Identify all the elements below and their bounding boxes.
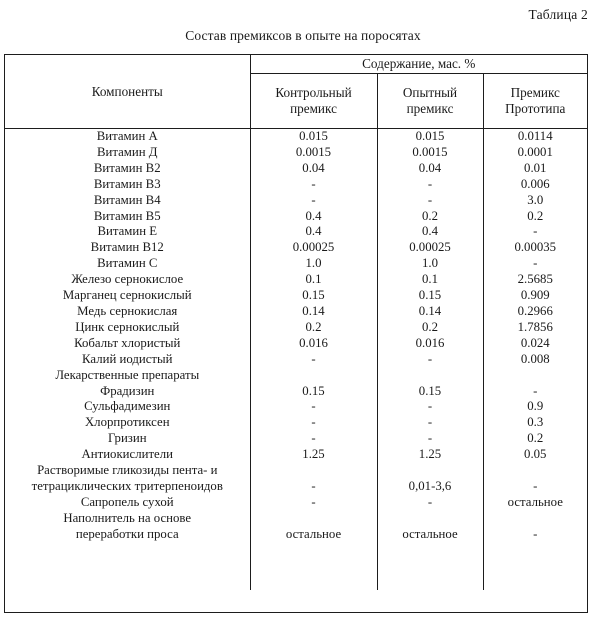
cell-component-name: [5, 463, 250, 495]
cell-control-premix-value: 0.15: [250, 288, 377, 304]
cell-experimental-premix-value: 1.25: [377, 447, 483, 463]
component-line-1: Витамин В2: [93, 160, 161, 175]
cell-experimental-premix-value: 0.15: [377, 288, 483, 304]
cell-experimental-premix-value: 0.14: [377, 304, 483, 320]
component-line-1: Витамин В4: [93, 192, 161, 207]
cell-control-premix-value: 0.00025: [250, 240, 377, 256]
cell-prototype-premix-value: -: [483, 463, 587, 495]
component-line-1: Витамин В5: [93, 208, 161, 223]
table-blank-space: [5, 543, 587, 590]
component-line-1: Медь сернокислая: [77, 303, 178, 318]
blank-cell: [250, 543, 377, 590]
table-row: [5, 288, 587, 304]
cell-prototype-premix-value: 0.0001: [483, 145, 587, 161]
cell-component-name: [5, 177, 250, 193]
cell-control-premix-value: 0.016: [250, 336, 377, 352]
column-header-components: Компоненты: [5, 55, 250, 129]
component-line-1: Витамин В3: [93, 176, 161, 191]
blank-cell: [483, 543, 587, 590]
component-line-1: Антиокислители: [81, 447, 173, 462]
cell-component-name: [5, 145, 250, 161]
cell-control-premix-value: -: [250, 431, 377, 447]
cell-control-premix-value: -: [250, 177, 377, 193]
cell-component-name: [5, 352, 250, 368]
control-premix-line2: премикс: [290, 101, 337, 116]
table-number-label: Таблица 2: [528, 7, 588, 22]
cell-experimental-premix-value: -: [377, 352, 483, 368]
component-line-1: Витамин В12: [90, 240, 164, 255]
table-row: [5, 511, 587, 543]
component-line-2: тетрациклических тритерпеноидов: [31, 478, 223, 493]
column-header-prototype-premix: [483, 74, 587, 129]
cell-experimental-premix-value: -: [377, 431, 483, 447]
cell-experimental-premix-value: 0,01-3,6: [377, 463, 483, 495]
cell-component-name: [5, 320, 250, 336]
cell-component-name: [5, 161, 250, 177]
cell-control-premix-value: 0.4: [250, 224, 377, 240]
cell-component-name: [5, 224, 250, 240]
cell-control-premix-value: 1.25: [250, 447, 377, 463]
cell-component-name: [5, 511, 250, 543]
table-row: [5, 368, 587, 384]
cell-prototype-premix-value: 0.00035: [483, 240, 587, 256]
table-body: [5, 129, 587, 590]
cell-prototype-premix-value: 0.9: [483, 399, 587, 415]
cell-control-premix-value: 0.4: [250, 209, 377, 225]
cell-control-premix-value: 1.0: [250, 256, 377, 272]
cell-control-premix-value: -: [250, 495, 377, 511]
cell-experimental-premix-value: 1.0: [377, 256, 483, 272]
cell-experimental-premix-value: 0.15: [377, 384, 483, 400]
table-row: [5, 399, 587, 415]
column-header-control-premix: [250, 74, 377, 129]
cell-component-name: [5, 431, 250, 447]
cell-experimental-premix-value: 0.04: [377, 161, 483, 177]
cell-component-name: [5, 336, 250, 352]
cell-prototype-premix-value: -: [483, 511, 587, 543]
cell-control-premix-value: 0.2: [250, 320, 377, 336]
cell-control-premix-value: 0.0015: [250, 145, 377, 161]
column-header-content-span: Содержание, мас. %: [250, 55, 587, 74]
cell-prototype-premix-value: 0.006: [483, 177, 587, 193]
cell-component-name: [5, 384, 250, 400]
cell-prototype-premix-value: [483, 368, 587, 384]
table-header: [5, 55, 587, 129]
table-row: [5, 129, 587, 145]
prototype-premix-line1: Премикс: [510, 84, 560, 100]
cell-control-premix-value: 0.14: [250, 304, 377, 320]
cell-control-premix-value: 0.1: [250, 272, 377, 288]
table-row: [5, 352, 587, 368]
table-row: [5, 145, 587, 161]
cell-prototype-premix-value: 0.0114: [483, 129, 587, 145]
cell-component-name: [5, 495, 250, 511]
cell-prototype-premix-value: 1.7856: [483, 320, 587, 336]
cell-prototype-premix-value: 2.5685: [483, 272, 587, 288]
cell-component-name: [5, 415, 250, 431]
table-row: [5, 209, 587, 225]
cell-experimental-premix-value: 0.00025: [377, 240, 483, 256]
cell-prototype-premix-value: 0.05: [483, 447, 587, 463]
component-line-1: Сапропель сухой: [80, 494, 174, 509]
cell-experimental-premix-value: 0.016: [377, 336, 483, 352]
cell-component-name: [5, 240, 250, 256]
header-row-span: [5, 55, 587, 74]
premix-table-container: [4, 54, 588, 613]
cell-component-name: [5, 272, 250, 288]
cell-experimental-premix-value: -: [377, 415, 483, 431]
cell-experimental-premix-value: -: [377, 495, 483, 511]
cell-component-name: [5, 209, 250, 225]
experimental-premix-line1: Опытный: [402, 84, 458, 100]
cell-control-premix-value: -: [250, 415, 377, 431]
cell-control-premix-value: [250, 368, 377, 384]
component-line-1: Витамин А: [96, 129, 158, 143]
cell-prototype-premix-value: 0.2966: [483, 304, 587, 320]
cell-control-premix-value: 0.015: [250, 129, 377, 145]
component-line-1: Витамин Д: [96, 144, 158, 159]
cell-experimental-premix-value: [377, 368, 483, 384]
cell-component-name: [5, 256, 250, 272]
cell-prototype-premix-value: 0.3: [483, 415, 587, 431]
component-line-1: Витамин С: [97, 256, 158, 271]
control-premix-line1: Контрольный: [275, 84, 352, 100]
cell-prototype-premix-value: остальное: [483, 495, 587, 511]
cell-prototype-premix-value: 0.01: [483, 161, 587, 177]
cell-experimental-premix-value: -: [377, 177, 483, 193]
component-line-1: Железо сернокислое: [71, 272, 184, 287]
cell-prototype-premix-value: 0.2: [483, 431, 587, 447]
component-line-1: Фрадизин: [100, 383, 155, 398]
cell-component-name: [5, 399, 250, 415]
cell-control-premix-value: -: [250, 399, 377, 415]
component-line-1: Лекарственные препараты: [55, 367, 200, 382]
cell-prototype-premix-value: 3.0: [483, 193, 587, 209]
table-row: [5, 161, 587, 177]
table-row: [5, 224, 587, 240]
cell-experimental-premix-value: 0.1: [377, 272, 483, 288]
component-line-1: Растворимые гликозиды пента- и: [37, 463, 218, 478]
table-row: [5, 320, 587, 336]
cell-component-name: [5, 288, 250, 304]
table-row: [5, 193, 587, 209]
blank-cell: [377, 543, 483, 590]
prototype-premix-line2: Прототипа: [505, 101, 566, 116]
cell-experimental-premix-value: -: [377, 193, 483, 209]
cell-experimental-premix-value: остальное: [377, 511, 483, 543]
cell-component-name: [5, 447, 250, 463]
cell-experimental-premix-value: 0.015: [377, 129, 483, 145]
cell-experimental-premix-value: 0.4: [377, 224, 483, 240]
table-row: [5, 272, 587, 288]
table-row: [5, 304, 587, 320]
component-line-1: Сульфадимезин: [84, 399, 171, 414]
cell-experimental-premix-value: 0.2: [377, 209, 483, 225]
table-row: [5, 431, 587, 447]
component-line-1: Кобальт хлористый: [74, 335, 181, 350]
cell-component-name: [5, 304, 250, 320]
table-row: [5, 177, 587, 193]
cell-prototype-premix-value: 0.008: [483, 352, 587, 368]
column-header-experimental-premix: [377, 74, 483, 129]
table-row: [5, 384, 587, 400]
cell-experimental-premix-value: 0.2: [377, 320, 483, 336]
cell-control-premix-value: -: [250, 463, 377, 495]
cell-component-name: [5, 129, 250, 145]
component-line-1: Хлорпротиксен: [84, 415, 170, 430]
cell-control-premix-value: остальное: [250, 511, 377, 543]
cell-prototype-premix-value: 0.024: [483, 336, 587, 352]
component-line-1: Калий иодистый: [82, 351, 173, 366]
component-line-2: переработки проса: [75, 526, 179, 541]
table-row: [5, 415, 587, 431]
cell-component-name: [5, 368, 250, 384]
cell-prototype-premix-value: -: [483, 256, 587, 272]
blank-cell: [5, 543, 250, 590]
component-line-1: Марганец сернокислый: [62, 288, 192, 303]
premix-composition-table: [5, 55, 587, 590]
cell-control-premix-value: -: [250, 352, 377, 368]
cell-prototype-premix-value: -: [483, 384, 587, 400]
cell-component-name: [5, 193, 250, 209]
table-row: [5, 256, 587, 272]
cell-control-premix-value: 0.04: [250, 161, 377, 177]
cell-control-premix-value: -: [250, 193, 377, 209]
cell-experimental-premix-value: -: [377, 399, 483, 415]
component-line-1: Гризин: [107, 431, 147, 446]
cell-prototype-premix-value: -: [483, 224, 587, 240]
component-line-1: Цинк сернокислый: [75, 319, 180, 334]
component-line-1: Наполнитель на основе: [63, 510, 192, 525]
cell-control-premix-value: 0.15: [250, 384, 377, 400]
table-row: [5, 447, 587, 463]
experimental-premix-line2: премикс: [406, 101, 454, 116]
table-row: [5, 336, 587, 352]
table-row: [5, 240, 587, 256]
cell-experimental-premix-value: 0.0015: [377, 145, 483, 161]
table-title: Состав премиксов в опыте на поросятах: [185, 28, 421, 43]
cell-prototype-premix-value: 0.909: [483, 288, 587, 304]
table-row: [5, 495, 587, 511]
component-line-1: Витамин Е: [97, 224, 158, 239]
cell-prototype-premix-value: 0.2: [483, 209, 587, 225]
table-row: [5, 463, 587, 495]
